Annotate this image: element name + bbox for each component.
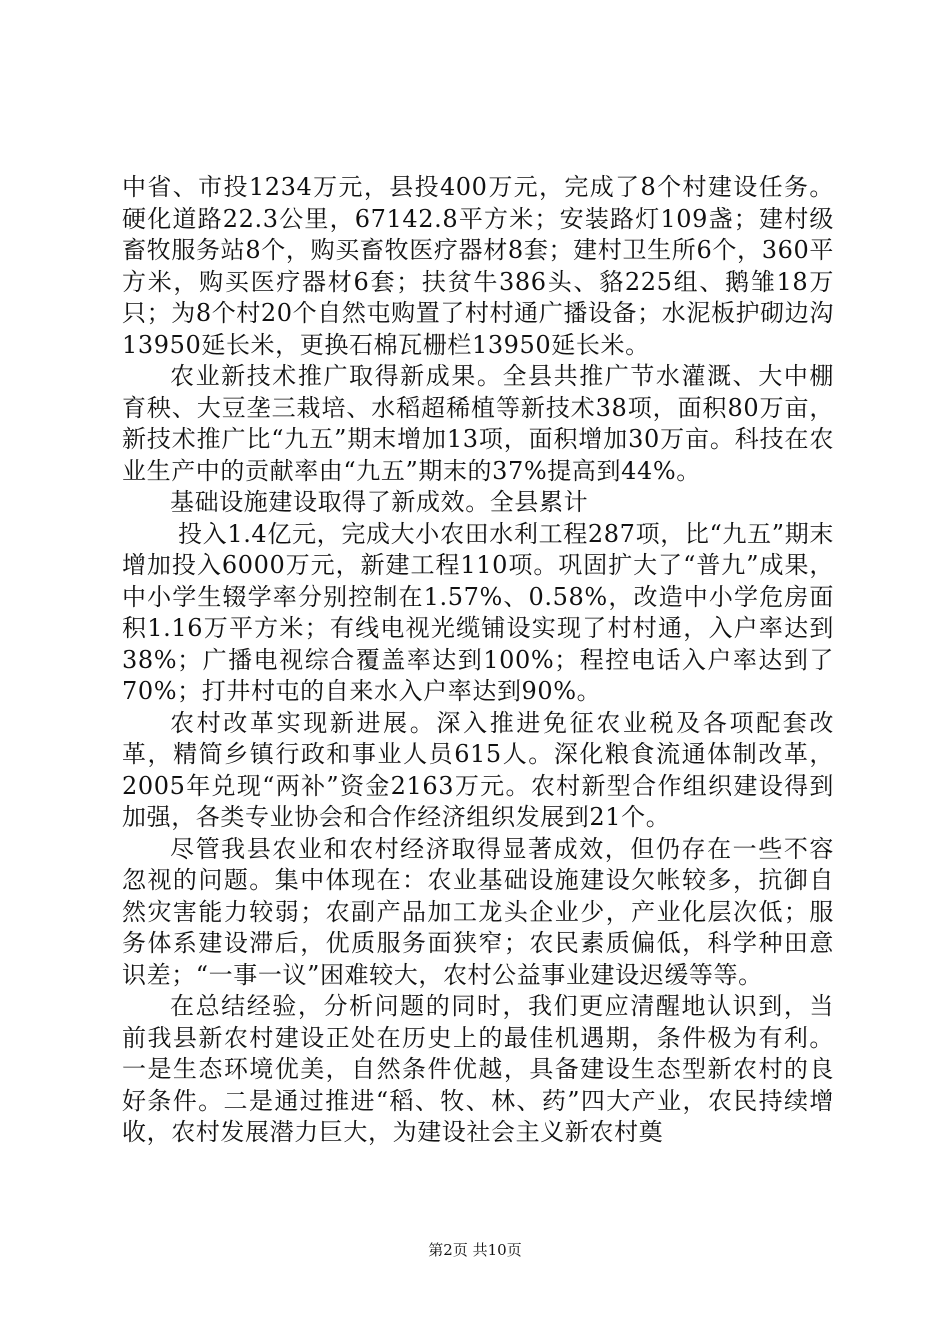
paragraph-6: 尽管我县农业和农村经济取得显著成效，但仍存在一些不容忽视的问题。集中体现在：农业基础设施建设欠帐较多，抗御自然灾害能力较弱；农副产品加工龙头企业少，产业化层次低；服务体系建设滞后，优质服务面狭窄；农民素质偏低，科学种田意识差；“一事一议”困难较大，农村公益事业建设迟缓等等。 [122, 834, 834, 989]
paragraph-1: 中省、市投1234万元，县投400万元，完成了8个村建设任务。硬化道路22.3公里，67142.8平方米；安装路灯109盏；建村级畜牧服务站8个，购买畜牧医疗器材8套；建村卫生所6个，360平方米，购买医疗器材6套；扶贫牛386头、貉225组、鹅雏18万只；为8个村20个自然屯购置了村村通广播设备；水泥板护砌边沟13950延长米，更换石棉瓦栅栏13950延长米。 [122, 173, 834, 359]
paragraph-3: 基础设施建设取得了新成效。全县累计 [170, 488, 589, 516]
document-body [122, 172, 834, 1149]
page-footer [0, 1240, 950, 1260]
page-number-label: 第2页 共10页 [428, 1241, 522, 1259]
paragraph-7: 在总结经验，分析问题的同时，我们更应清醒地认识到，当前我县新农村建设正处在历史上的最佳机遇期，条件极为有利。一是生态环境优美，自然条件优越，具备建设生态型新农村的良好条件。二是通过推进“稻、牧、林、药”四大产业，农民持续增收，农村发展潜力巨大，为建设社会主义新农村奠 [122, 992, 834, 1146]
paragraph-5: 农村改革实现新进展。深入推进免征农业税及各项配套改革，精简乡镇行政和事业人员615人。深化粮食流通体制改革，2005年兑现“两补”资金2163万元。农村新型合作组织建设得到加强，各类专业协会和合作经济组织发展到21个。 [122, 708, 834, 831]
paragraph-4: 投入1.4亿元，完成大小农田水利工程287项，比“九五”期末增加投入6000万元，新建工程110项。巩固扩大了“普九”成果，中小学生辍学率分别控制在1.57%、0.58%，改造中小学危房面积1.16万平方米；有线电视光缆铺设实现了村村通，入户率达到38%；广播电视综合覆盖率达到100%；程控电话入户率达到了70%；打井村屯的自来水入户率达到90%。 [122, 519, 834, 705]
paragraph-2: 农业新技术推广取得新成果。全县共推广节水灌溉、大中棚育秧、大豆垄三栽培、水稻超稀植等新技术38项，面积80万亩，新技术推广比“九五”期末增加13项，面积增加30万亩。科技在农业生产中的贡献率由“九五”期末的37%提高到44%。 [122, 362, 834, 485]
